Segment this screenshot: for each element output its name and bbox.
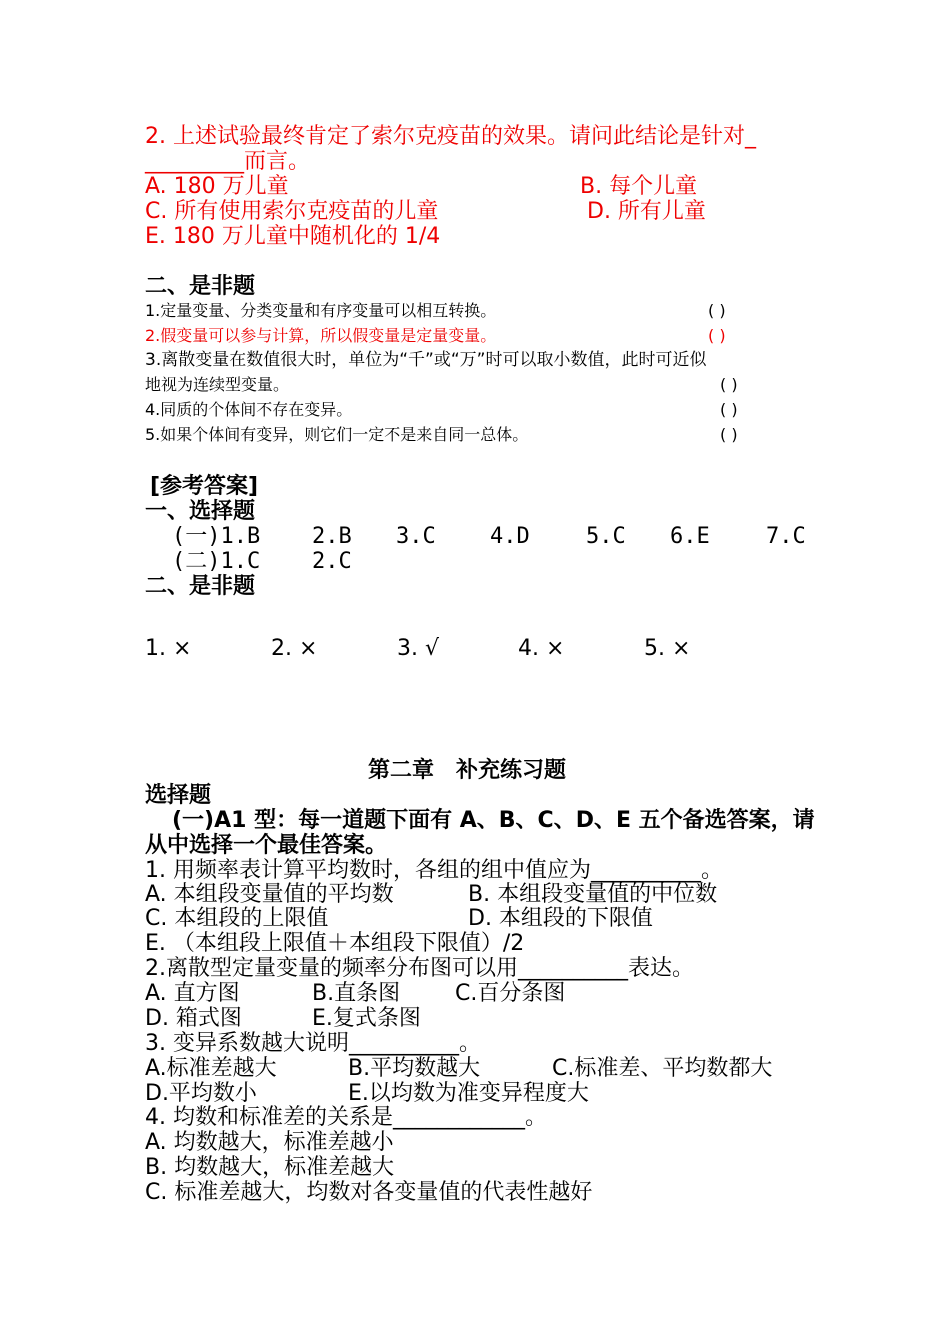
answer-item: 4.D	[490, 524, 530, 549]
q3-option-c: C.标准差、平均数都大	[552, 1056, 773, 1081]
q4-option-a: A. 均数越大，标准差越小	[145, 1130, 394, 1155]
q1-option-c: C. 本组段的上限值	[145, 906, 329, 931]
question-2-line2: _________而言。	[145, 149, 311, 174]
chapter-title: 第二章 补充练习题	[368, 758, 567, 783]
q1-option-a: A. 本组段变量值的平均数	[145, 882, 394, 907]
option-b: B. 每个儿童	[580, 174, 698, 199]
tf-answer: 5. ×	[644, 636, 691, 661]
tf-answer: 4. ×	[518, 636, 565, 661]
question-1: 1. 用频率表计算平均数时，各组的组中值应为__________。	[145, 858, 723, 883]
answers-tf-heading: 二、是非题	[145, 574, 256, 599]
answer-item: 7.C	[766, 524, 806, 549]
tf-item-3-cont: 地视为连续型变量。	[145, 375, 290, 394]
tf-item-5-paren: ( )	[720, 425, 738, 444]
q1-option-e: E. （本组段上限值＋本组段下限值）/2	[145, 931, 525, 956]
intro-line1: (一)A1 型：每一道题下面有 A、B、C、D、E 五个备选答案，请	[172, 808, 815, 833]
tf-item-1: 1.定量变量、分类变量和有序变量可以相互转换。	[145, 301, 497, 320]
tf-answer: 2. ×	[271, 636, 318, 661]
answer-item: 6.E	[670, 524, 710, 549]
q4-option-c: C. 标准差越大，均数对各变量值的代表性越好	[145, 1180, 593, 1205]
question-2-line1: 2. 上述试验最终肯定了索尔克疫苗的效果。请问此结论是针对_	[145, 124, 756, 149]
option-e: E. 180 万儿童中随机化的 1/4	[145, 224, 441, 249]
q1-option-b: B. 本组段变量值的中位数	[468, 882, 718, 907]
q2-option-c: C.百分条图	[455, 981, 566, 1006]
tf-item-2: 2.假变量可以参与计算，所以假变量是定量变量。	[145, 326, 497, 345]
section-heading: 选择题	[145, 783, 212, 808]
tf-item-3-paren: ( )	[720, 375, 738, 394]
q3-option-d: D.平均数小	[145, 1081, 257, 1106]
q3-option-e: E.以均数为准变异程度大	[348, 1081, 589, 1106]
answers-row2-label: (二)1.C	[172, 549, 261, 574]
tf-answer: 1. ×	[145, 636, 192, 661]
q4-option-b: B. 均数越大，标准差越大	[145, 1155, 395, 1180]
tf-item-5: 5.如果个体间有变异，则它们一定不是来自同一总体。	[145, 425, 529, 444]
option-a: A. 180 万儿童	[145, 174, 289, 199]
question-2: 2.离散型定量变量的频率分布图可以用__________表达。	[145, 956, 694, 981]
question-3: 3. 变异系数越大说明__________。	[145, 1031, 481, 1056]
tf-item-1-paren: ( )	[708, 301, 726, 320]
tf-answer: 3. √	[397, 636, 440, 661]
tf-item-4: 4.同质的个体间不存在变异。	[145, 400, 353, 419]
option-c: C. 所有使用索尔克疫苗的儿童	[145, 199, 439, 224]
tf-item-3: 3.离散变量在数值很大时，单位为“千”或“万”时可以取小数值，此时可近似	[145, 350, 707, 370]
tf-item-4-paren: ( )	[720, 400, 738, 419]
question-4: 4. 均数和标准差的关系是____________。	[145, 1105, 547, 1130]
answer-item: 2.C	[312, 549, 352, 574]
q2-option-d: D. 箱式图	[145, 1006, 242, 1031]
q1-option-d: D. 本组段的下限值	[468, 906, 653, 931]
q3-option-a: A.标准差越大	[145, 1056, 277, 1081]
option-d: D. 所有儿童	[587, 199, 706, 224]
q3-option-b: B.平均数越大	[348, 1056, 481, 1081]
q2-option-e: E.复式条图	[312, 1006, 421, 1031]
answers-choice-heading: 一、选择题	[145, 499, 256, 524]
answers-row1-label: (一)1.B	[172, 524, 261, 549]
answer-item: 5.C	[586, 524, 626, 549]
q2-option-b: B.直条图	[312, 981, 401, 1006]
tf-heading: 二、是非题	[145, 274, 256, 299]
answers-heading: [参考答案]	[150, 474, 259, 499]
answer-item: 3.C	[396, 524, 436, 549]
intro-line2: 从中选择一个最佳答案。	[145, 833, 388, 858]
tf-item-2-paren: ( )	[708, 326, 726, 345]
answer-item: 2.B	[312, 524, 352, 549]
q2-option-a: A. 直方图	[145, 981, 240, 1006]
